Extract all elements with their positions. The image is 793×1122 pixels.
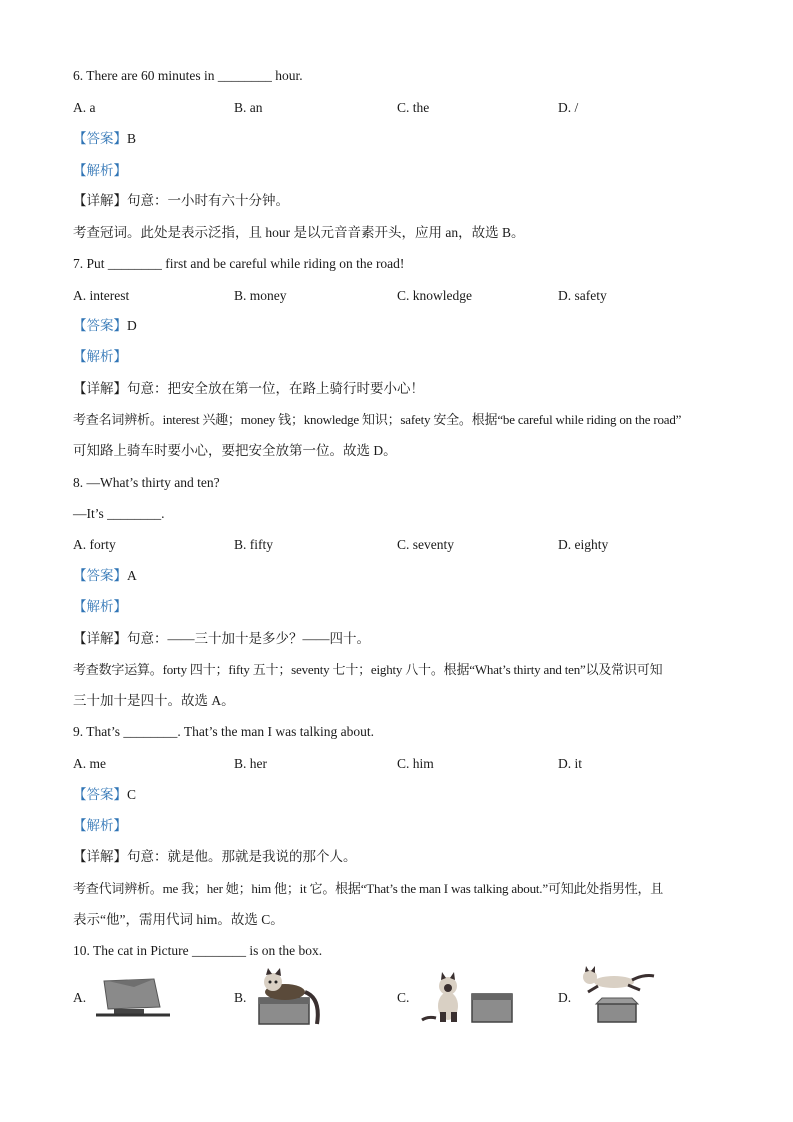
q9-answer: C [127,787,137,802]
q10-stem: 10. The cat in Picture ________ is on the box. [73,943,323,958]
q8-answer-tag: 【答案】 [73,568,127,583]
q9-option-b: B. her [234,756,267,771]
q10-option-a: A. [73,990,87,1005]
q9-option-a: A. me [73,756,106,771]
q7-answer-row [73,317,137,335]
q10-option-b: B. [234,990,247,1005]
q9-option-d: D. it [558,756,583,771]
q9-detail-1: 【详解】句意：就是他。那就是我说的那个人。 [73,849,357,864]
q7-option-c: C. knowledge [397,288,472,303]
q6-answer: B [127,131,137,146]
q9-stem: 9. That’s ________. That’s the man I was talking about. [73,724,374,739]
q6-option-a: A. a [73,100,96,115]
q8-detail-2: 考查数字运算。forty 四十；fifty 五十；seventy 七十；eighty 八十。根据“What’s thirty and ten”以及常识可知 [73,662,663,677]
q8-stem: 8. —What’s thirty and ten? [73,475,220,490]
q8-option-a: A. forty [73,537,116,552]
q7-detail-3: 可知路上骑车时要小心，要把安全放第一位。故选 D。 [73,443,397,458]
q8-stem-2: —It’s ________. [73,506,165,521]
q9-detail-2: 考查代词辨析。me 我；her 她；him 他；it 它。根据“That’s the man I was talking about.”可知此处指男性，且 [73,881,664,896]
q8-detail-3: 三十加十是四十。故选 A。 [73,693,235,708]
q7-detail-2: 考查名词辨析。interest 兴趣；money 钱；knowledge 知识；safety 安全。根据“be careful while riding on the road” [73,412,682,427]
q7-option-a: A. interest [73,288,130,303]
q7-answer: D [127,318,137,333]
picture-b-cat-on-box [255,968,327,1028]
q8-answer: A [127,568,137,583]
q7-stem: 7. Put ________ first and be careful while riding on the road! [73,256,405,271]
q9-answer-tag: 【答案】 [73,787,127,802]
q9-analysis-tag: 【解析】 [73,818,127,833]
q8-detail-1: 【详解】句意：——三十加十是多少？——四十。 [73,631,370,646]
q8-option-b: B. fifty [234,537,273,552]
q7-option-d: D. safety [558,288,607,303]
q6-answer-row [73,130,136,148]
q9-detail-3: 表示“他”，需用代词 him。故选 C。 [73,912,284,927]
q6-answer-tag: 【答案】 [73,131,127,146]
q7-analysis-tag: 【解析】 [73,349,127,364]
q6-option-c: C. the [397,100,430,115]
picture-d-cat-above-box [578,966,656,1024]
q6-stem: 6. There are 60 minutes in ________ hour. [73,68,303,83]
picture-c-cat-next-to-box [418,972,514,1024]
q10-option-d: D. [558,990,572,1005]
q8-option-c: C. seventy [397,537,454,552]
q9-option-c: C. him [397,756,434,771]
q6-option-b: B. an [234,100,263,115]
q9-answer-row [73,786,136,804]
q8-option-d: D. eighty [558,537,609,552]
q6-analysis-tag: 【解析】 [73,163,127,178]
q7-option-b: B. money [234,288,287,303]
q6-option-d: D. / [558,100,579,115]
q8-answer-row [73,567,137,585]
q6-detail-2: 考查冠词。此处是表示泛指，且 hour 是以元音音素开头，应用 an，故选 B。 [73,225,525,240]
q8-analysis-tag: 【解析】 [73,599,127,614]
q7-answer-tag: 【答案】 [73,318,127,333]
q10-option-c: C. [397,990,410,1005]
q7-detail-1: 【详解】句意：把安全放在第一位，在路上骑行时要小心！ [73,381,424,396]
q6-detail-1: 【详解】句意：一小时有六十分钟。 [73,193,289,208]
picture-a-cat-under-box [94,975,172,1020]
